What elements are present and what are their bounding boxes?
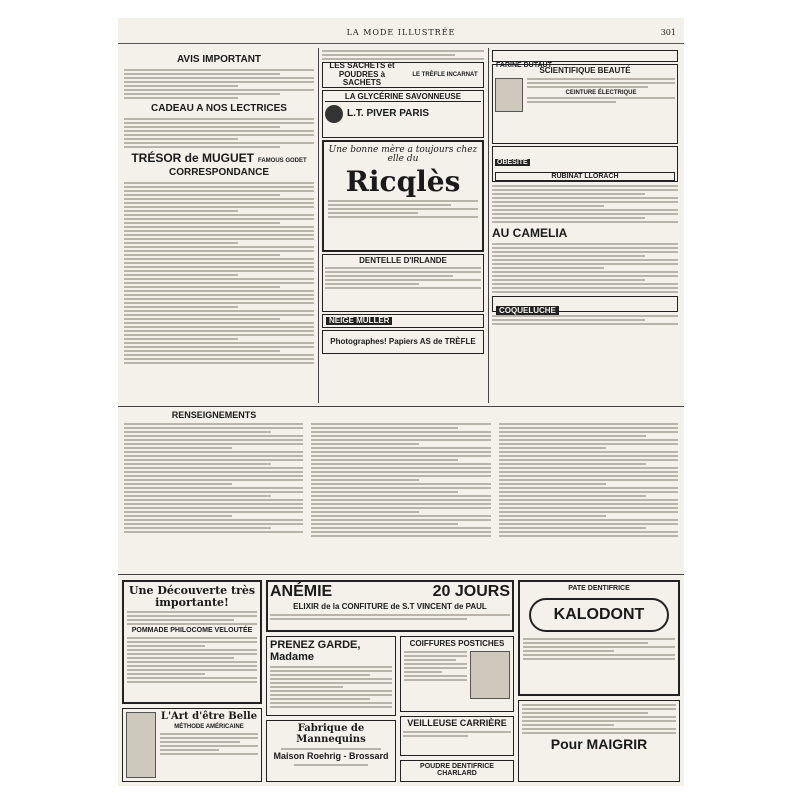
art-belle-ad	[122, 708, 262, 782]
renseignements-heading: RENSEIGNEMENTS	[171, 410, 257, 420]
right-body-text	[492, 185, 678, 223]
prenez-garde-title: PRENEZ GARDE, Madame	[270, 639, 361, 663]
art-belle-portrait-icon	[126, 712, 156, 778]
glycerine-emblem-icon	[325, 105, 343, 123]
column-divider-right	[488, 48, 489, 403]
decouverte-ad	[122, 580, 262, 704]
ricqles-lead: Une bonne mère a toujours chez elle du	[328, 145, 478, 165]
avis-text	[124, 69, 314, 99]
correspondance-text	[124, 182, 314, 364]
farine-ad	[492, 50, 678, 69]
anemie-title: ANÉMIE	[270, 583, 333, 600]
renseignements-col-1	[124, 423, 303, 539]
right-column	[492, 50, 678, 405]
coqueluche-text: COQUELUCHE	[496, 306, 559, 315]
mannequins-title: Fabrique de Mannequins	[296, 723, 366, 745]
camelia-title: AU CAMELIA	[492, 226, 568, 240]
vingt-jours-text: 20 JOURS	[432, 583, 510, 600]
pommade-text: POMMADE PHILOCOME VELOUTÉE	[131, 627, 253, 635]
anemie-ad	[266, 580, 514, 632]
renseignements-col-2	[311, 423, 490, 539]
camelia-text	[492, 243, 678, 293]
obesite-ad	[492, 146, 678, 182]
photo-ad	[322, 330, 484, 354]
art-belle-title: L'Art d'être Belle	[160, 711, 258, 722]
beaute-title: SCIENTIFIQUE BEAUTÉ	[539, 66, 631, 75]
veilleuse-title: VEILLEUSE CARRIÈRE	[407, 718, 507, 728]
right-bottom-text	[492, 315, 678, 325]
center-top-text	[322, 50, 484, 60]
ricqles-ad	[322, 140, 484, 252]
avis-heading: AVIS IMPORTANT	[176, 54, 262, 65]
ricqles-name: Ricqlès	[345, 164, 461, 198]
glycerine-brand: L.T. PIVER PARIS	[347, 108, 430, 120]
running-head	[118, 28, 684, 44]
neige-ad	[322, 314, 484, 328]
page-title: LA MODE ILLUSTRÉE	[346, 28, 456, 37]
sachets-ad	[322, 62, 484, 88]
ceinture-text: CEINTURE ÉLECTRIQUE	[565, 90, 637, 97]
maigrir-title: Pour MAIGRIR	[550, 736, 648, 752]
poudre-ad	[400, 760, 514, 782]
cadeau-heading: CADEAU A NOS LECTRICES	[151, 103, 287, 114]
coqueluche-ad	[492, 296, 678, 315]
kalodont-ad	[518, 580, 680, 696]
veilleuse-ad	[400, 716, 514, 756]
correspondance-heading: CORRESPONDANCE	[168, 167, 269, 178]
poudre-title: POUDRE DENTIFRICE CHARLARD	[420, 763, 494, 778]
methode-text: MÉTHODE AMÉRICAINE	[174, 723, 244, 730]
prenez-garde-ad	[266, 636, 396, 716]
farine-title: FARINE DUTAUT	[496, 62, 552, 69]
maigrir-ad	[518, 700, 680, 782]
renseignements-col-3	[499, 423, 678, 539]
kalodont-tube-icon	[529, 598, 669, 632]
beaute-ad	[492, 64, 678, 144]
kalodont-pate: PATE DENTIFRICE	[568, 585, 630, 592]
rubinat-text: RUBINAT LLORACH	[495, 172, 675, 181]
ricqles-copy	[328, 200, 478, 218]
mannequins-company: Maison Roehrig - Brossard	[273, 751, 389, 761]
renseignements-section	[124, 410, 678, 570]
glycerine-title: LA GLYCÉRINE SAVONNEUSE	[325, 93, 481, 102]
mannequins-ad	[266, 720, 396, 782]
elixir-text: ELIXIR de la CONFITURE de S.T VINCENT de PAUL	[293, 601, 487, 611]
tresor-brand: FAMOUS GODET	[258, 158, 307, 164]
page-number: 301	[660, 28, 676, 37]
center-column	[322, 50, 484, 405]
section-rule-top	[118, 406, 684, 407]
decouverte-title: Une Découverte très importante!	[128, 584, 256, 609]
tresor-title: TRÉSOR de MUGUET	[131, 151, 254, 165]
kalodont-title: KALODONT	[553, 605, 645, 623]
coiffures-ad	[400, 636, 514, 712]
obesite-text: OBÉSITÉ	[497, 159, 528, 166]
column-divider-left	[318, 48, 319, 403]
cadeau-text	[124, 118, 314, 148]
coiffures-title: COIFFURES POSTICHES	[409, 639, 505, 648]
magazine-page	[118, 18, 684, 786]
beaute-portrait-icon	[495, 78, 523, 112]
sachets-text: LES SACHETS et POUDRES à SACHETS	[329, 61, 395, 88]
glycerine-ad	[322, 90, 484, 138]
section-rule-bottom	[118, 574, 684, 575]
left-column	[124, 50, 314, 405]
dentelle-title: DENTELLE D'IRLANDE	[359, 256, 447, 265]
tresor-ad	[124, 151, 314, 165]
neige-text: NEIGE MULLER	[326, 317, 392, 325]
photo-text: Photographes! Papiers AS de TRÈFLE	[330, 336, 476, 346]
trefle-text: LE TRÈFLE INCARNAT	[412, 71, 478, 78]
dentelle-ad	[322, 254, 484, 312]
coiffures-portrait-icon	[470, 651, 510, 699]
